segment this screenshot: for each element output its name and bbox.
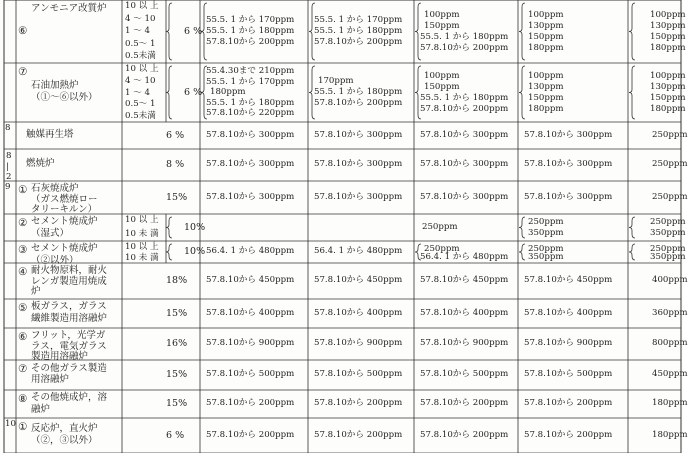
row-subnumber: ① — [18, 421, 28, 433]
capacity-tier: 10 以 上 — [125, 215, 159, 225]
brace-mark — [519, 244, 525, 260]
limit-value: 130ppm — [528, 81, 564, 92]
limit-value: 57.8.10から 900ppm — [420, 338, 509, 348]
oxygen-ratio: 16% — [166, 338, 188, 349]
limit-value: 180ppm — [528, 103, 564, 114]
facility-name: フリット，光学ガ — [31, 330, 106, 341]
limit-value: 57.8.10から 300ppm — [420, 191, 509, 202]
limit-value: 250ppm — [424, 244, 460, 254]
facility-name: 製造用溶融炉 — [31, 351, 89, 362]
facility-name: その他ガラス製造 — [31, 362, 107, 374]
facility-name: 反応炉，直火炉 — [31, 423, 98, 434]
limit-value: 350ppm — [528, 227, 564, 238]
brace-mark — [166, 3, 172, 60]
limit-value: 250ppm — [528, 244, 564, 254]
row-subnumber: ⑤ — [18, 302, 28, 314]
limit-value: 55.5. 1 から 170ppm — [206, 76, 295, 87]
limit-value: 57.8.10から 400ppm — [524, 307, 613, 318]
limit-value: 100ppm — [650, 70, 686, 81]
oxygen-ratio: 10% — [184, 221, 206, 233]
limit-value: 55.5. 1 から 170ppm — [206, 15, 295, 25]
row-subnumber: ⑦ — [18, 66, 28, 78]
limit-value: 180ppm — [210, 87, 246, 98]
facility-name: （②以外） — [31, 254, 79, 266]
limit-value: 150ppm — [424, 81, 460, 92]
limit-value: 57.8.10から 400ppm — [314, 307, 403, 318]
facility-name: ラス，電気ガラス — [31, 340, 107, 352]
limit-value: 55.5. 1 から 180ppm — [206, 26, 295, 36]
limit-value: 57.8.10から 200ppm — [314, 98, 403, 108]
oxygen-ratio: 6 % — [184, 86, 203, 98]
limit-value: 100ppm — [528, 70, 564, 81]
limit-value: 130ppm — [528, 20, 564, 31]
facility-name: セメント焼成炉 — [31, 243, 98, 254]
facility-name: （ガス燃焼ロー — [31, 193, 98, 205]
limit-value: 55.5. 1 から 180ppm — [314, 87, 403, 97]
limit-value: 180ppm — [650, 103, 686, 114]
row-subnumber: ④ — [18, 266, 28, 278]
facility-name: 繊維製造用溶融炉 — [31, 312, 108, 324]
limit-value: 250ppm — [528, 217, 564, 227]
oxygen-ratio: 10% — [184, 246, 206, 257]
limit-value: 57.8.10から 200ppm — [206, 37, 295, 47]
brace-mark — [629, 66, 635, 119]
limit-value: 57.8.10から 400ppm — [420, 307, 509, 318]
limit-value: 350ppm — [528, 252, 564, 262]
brace-mark — [519, 66, 525, 119]
brace-mark — [519, 217, 525, 238]
limit-value: 55.5. 1 から 180ppm — [314, 26, 403, 36]
row-subnumber: ⑥ — [18, 24, 28, 37]
limit-value: 55.5. 1 から 180ppm — [206, 97, 295, 108]
limit-value: 57.8.10から 300ppm — [206, 129, 295, 140]
limit-value: 57.8.10から 900ppm — [314, 338, 403, 348]
row-subnumber: ① — [18, 184, 28, 196]
limit-value: 57.8.10から 450ppm — [524, 275, 613, 285]
limit-value: 250ppm — [652, 191, 688, 202]
limit-value: 57.8.10から 300ppm — [206, 159, 295, 169]
capacity-tier: 10 未 満 — [125, 228, 159, 239]
facility-name: セメント焼成炉 — [31, 216, 98, 227]
brace-mark — [166, 217, 172, 238]
limit-value: 57.8.10から 450ppm — [314, 275, 403, 285]
limit-value: 100ppm — [650, 9, 686, 20]
facility-name: 炉 — [31, 286, 41, 297]
facility-name: 石灰焼成炉 — [31, 183, 79, 194]
limit-value: 57.8.10から 500ppm — [524, 369, 613, 379]
limit-value: 55.5. 1 から 180ppm — [420, 92, 509, 103]
limit-value: 56.4. 1 から 480ppm — [206, 246, 295, 256]
capacity-tier: 4 ～ 10 — [125, 13, 156, 24]
limit-value: 180ppm — [652, 429, 688, 440]
capacity-tier: 10 以 上 — [125, 242, 159, 252]
facility-name: 石油加熱炉 — [31, 80, 79, 91]
oxygen-ratio: 8 % — [166, 159, 185, 170]
facility-name: （①～⑥以外） — [31, 91, 98, 103]
facility-name: レンガ製造用焼成 — [31, 275, 107, 287]
limit-value: 350ppm — [650, 252, 686, 262]
limit-value: 57.8.10から 300ppm — [524, 159, 613, 169]
limit-value: 150ppm — [528, 92, 564, 103]
limit-value: 57.8.10から 220ppm — [206, 108, 295, 119]
limit-value: 57.8.10から 200ppm — [206, 429, 295, 440]
limit-value: 57.8.10から 400ppm — [206, 307, 295, 318]
limit-value: 250ppm — [422, 221, 458, 232]
limit-value: 57.8.10から 900ppm — [524, 338, 613, 348]
limit-value: 57.8.10から 200ppm — [314, 37, 403, 47]
limit-value: 180ppm — [652, 398, 688, 408]
brace-mark — [629, 3, 635, 60]
limit-value: 250ppm — [652, 159, 688, 169]
limit-value: 57.8.10から 200ppm — [420, 42, 509, 53]
capacity-tier: 10 未 満 — [125, 253, 159, 263]
oxygen-ratio: 18% — [166, 275, 188, 286]
limit-value: 800ppm — [652, 338, 688, 348]
capacity-tier: 0.5～ 1 — [125, 38, 156, 49]
facility-name: 耐火物原料，耐火 — [31, 265, 108, 276]
limit-value: 55.4.30まで 210ppm — [206, 66, 295, 76]
facility-name: 燃焼炉 — [26, 158, 55, 170]
brace-mark — [166, 244, 172, 260]
limit-value: 150ppm — [424, 20, 460, 31]
oxygen-ratio: 6 % — [166, 129, 185, 141]
limit-value: 450ppm — [652, 369, 688, 379]
limit-value: 250ppm — [650, 244, 686, 254]
limit-value: 400ppm — [652, 275, 688, 285]
limit-value: 57.8.10から 300ppm — [314, 159, 403, 169]
row-number: 8 — [5, 123, 11, 133]
limit-value: 55.5. 1 から 170ppm — [314, 15, 403, 25]
facility-name: 用溶融炉 — [31, 374, 70, 385]
limit-value: 57.8.10から 200ppm — [314, 429, 403, 440]
limit-value: 150ppm — [650, 31, 686, 42]
oxygen-ratio: 15% — [166, 307, 188, 319]
row-subnumber: ⑥ — [18, 331, 28, 343]
limit-value: 57.8.10から 200ppm — [420, 398, 509, 408]
row-number: 8 — [6, 151, 12, 161]
row-subnumber: ② — [18, 217, 28, 229]
capacity-tier: 1 ～ 4 — [125, 26, 150, 37]
brace-mark — [629, 217, 635, 238]
limit-value: 180ppm — [650, 42, 686, 53]
brace-mark — [166, 66, 172, 119]
row-number: 9 — [5, 182, 11, 192]
facility-name: 触媒再生塔 — [26, 128, 74, 140]
limit-value: 57.8.10から 300ppm — [420, 129, 509, 140]
limit-value: 57.8.10から 300ppm — [314, 129, 403, 140]
oxygen-ratio: 6 % — [166, 429, 185, 441]
limit-value: 57.8.10から 300ppm — [206, 191, 295, 202]
facility-name: 融炉 — [31, 403, 51, 415]
capacity-tier: 0.5未満 — [125, 111, 156, 122]
limit-value: 350ppm — [650, 227, 686, 238]
limit-value: 57.8.10から 500ppm — [420, 369, 509, 379]
limit-value: 100ppm — [424, 70, 460, 81]
row-number: | — [6, 162, 9, 172]
limit-value: 57.8.10から 300ppm — [524, 191, 613, 202]
oxygen-ratio: 15% — [166, 369, 188, 380]
limit-value: 57.8.10から 300ppm — [420, 159, 509, 169]
oxygen-ratio: 6 % — [184, 25, 203, 37]
oxygen-ratio: 15% — [166, 191, 188, 203]
row-subnumber: ③ — [18, 244, 28, 256]
limit-value: 57.8.10から 500ppm — [314, 369, 403, 379]
capacity-tier: 1 ～ 4 — [125, 87, 150, 98]
limit-value: 170ppm — [318, 76, 354, 86]
oxygen-ratio: 15% — [166, 398, 188, 409]
limit-value: 100ppm — [528, 9, 564, 20]
limit-value: 57.8.10から 200ppm — [420, 429, 509, 440]
facility-name: その他焼成炉，溶 — [31, 392, 108, 403]
row-subnumber: ⑧ — [18, 393, 28, 405]
limit-value: 55.5. 1 から 180ppm — [420, 31, 509, 42]
facility-name: アンモニア改質炉 — [31, 3, 107, 14]
limit-value: 57.8.10から 200ppm — [314, 398, 403, 408]
limit-value: 250ppm — [652, 129, 688, 140]
facility-name: （湿式） — [31, 227, 70, 239]
limit-value: 57.8.10から 900ppm — [206, 338, 295, 348]
facility-name: 板ガラス，ガラス — [31, 301, 107, 312]
row-number: 10 — [5, 419, 16, 429]
capacity-tier: 10 以 上 — [125, 1, 159, 11]
capacity-tier: 0.5～ 1 — [125, 99, 156, 110]
limit-value: 57.8.10から 200ppm — [524, 429, 613, 440]
limit-value: 56.4. 1 から 480ppm — [420, 252, 509, 262]
limit-value: 150ppm — [650, 92, 686, 103]
limit-value: 150ppm — [528, 31, 564, 42]
limit-value: 57.8.10から 200ppm — [420, 103, 509, 114]
row-subnumber: ⑦ — [18, 363, 28, 375]
limit-value: 360ppm — [652, 307, 688, 318]
row-number: 2 — [6, 172, 12, 182]
limit-value: 100ppm — [424, 9, 460, 20]
limit-value: 57.8.10から 500ppm — [206, 369, 295, 379]
limit-value: 57.8.10から 450ppm — [420, 275, 509, 285]
limit-value: 57.8.10から 200ppm — [524, 398, 613, 408]
limit-value: 57.8.10から 300ppm — [524, 129, 613, 140]
limit-value: 57.8.10から 200ppm — [206, 398, 295, 408]
capacity-tier: 4 ～ 10 — [125, 75, 156, 86]
limit-value: 130ppm — [650, 81, 686, 92]
limit-value: 180ppm — [528, 42, 564, 53]
limit-value: 130ppm — [650, 20, 686, 31]
capacity-tier: 10 以 上 — [125, 64, 159, 74]
limit-value: 57.8.10から 450ppm — [206, 275, 295, 285]
facility-name: （②，③以外） — [31, 434, 98, 446]
limit-value: 57.8.10から 300ppm — [314, 191, 403, 202]
limit-value: 56.4. 1 から 480ppm — [314, 246, 403, 256]
limit-value: 250ppm — [650, 217, 686, 227]
facility-name: タリーキルン） — [31, 204, 98, 215]
brace-mark — [519, 3, 525, 60]
brace-mark — [629, 244, 635, 260]
capacity-tier: 0.5未満 — [125, 51, 156, 62]
